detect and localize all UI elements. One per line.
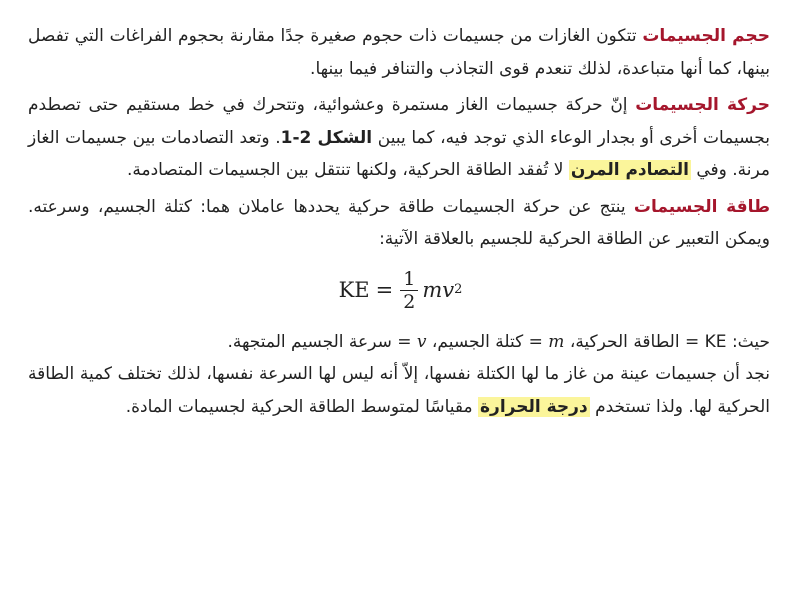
term-particle-motion: حركة الجسيمات — [635, 95, 770, 115]
paragraph-text: تتكون الغازات من جسيمات ذات حجوم صغيرة جدًا مقارنة بحجوم الفراغات التي تفصل بينها، كما أنها متباعدة، لذلك تنعدم قوى التجاذب والتنافر فيما بينها. — [28, 26, 770, 79]
textbook-page — [28, 20, 770, 423]
v-definition: = سرعة الجسيم المتجهة. — [227, 331, 412, 352]
fraction-numerator: 1 — [400, 268, 418, 291]
paragraph-text: . وتعد التصادمات بين جسيمات الغاز مرنة. وفي — [28, 127, 770, 180]
equation-equals: = — [375, 278, 394, 303]
term-particle-size: حجم الجسيمات — [642, 26, 771, 46]
term-particle-energy: طاقة الجسيمات — [633, 196, 770, 217]
symbol-ke: KE — [704, 331, 727, 352]
highlight-temperature: درجة الحرارة — [480, 396, 588, 417]
ke-definition: = الطاقة الحركية، — [569, 331, 700, 352]
symbol-v: v — [416, 331, 427, 352]
paragraph-text: نجد أن جسيمات عينة من غاز ما لها الكتلة نفسها، إلاّ أنه ليس لها السرعة نفسها، لذلك تختلف كمية الطاقة الحركية لها. ولذا تستخدم — [28, 364, 770, 417]
paragraph-text: لا تُفقد الطاقة الحركية، ولكنها تنتقل بين الجسيمات المتصادمة. — [126, 160, 564, 180]
paragraph-text: إنّ حركة جسيمات الغاز مستمرة وعشوائية، وتتحرك في خط مستقيم حتى تصطدم بجسيمات أخرى أو بجدار الوعاء الذي توجد فيه، كما يبين — [28, 95, 770, 148]
paragraph-where — [28, 326, 770, 359]
figure-reference: الشكل 2-1 — [280, 127, 373, 148]
m-definition: = كتلة الجسيم، — [431, 331, 543, 352]
fraction-denominator: 2 — [403, 291, 416, 313]
paragraph-particle-motion — [28, 89, 770, 187]
paragraph-text: مقياسًا لمتوسط الطاقة الحركية لجسيمات المادة. — [125, 396, 473, 417]
paragraph-text: ينتج عن حركة الجسيمات طاقة حركية يحددها عاملان هما: كتلة الجسيم، وسرعته. ويمكن التعبير عن الطاقة الحركية للجسيم بالعلاقة الآتية: — [28, 196, 770, 249]
paragraph-particle-size — [28, 20, 770, 85]
where-prefix: حيث: — [731, 331, 770, 352]
highlight-elastic-collision: التصادم المرن — [570, 160, 689, 180]
paragraph-temperature — [28, 358, 770, 423]
symbol-m: m — [548, 331, 565, 352]
paragraph-particle-energy — [28, 191, 770, 256]
equation-fraction — [400, 268, 418, 313]
kinetic-energy-equation — [28, 256, 770, 326]
equation-rhs: mv — [422, 278, 455, 303]
equation-lhs: KE — [338, 278, 370, 303]
equation-exponent: 2 — [454, 282, 463, 298]
